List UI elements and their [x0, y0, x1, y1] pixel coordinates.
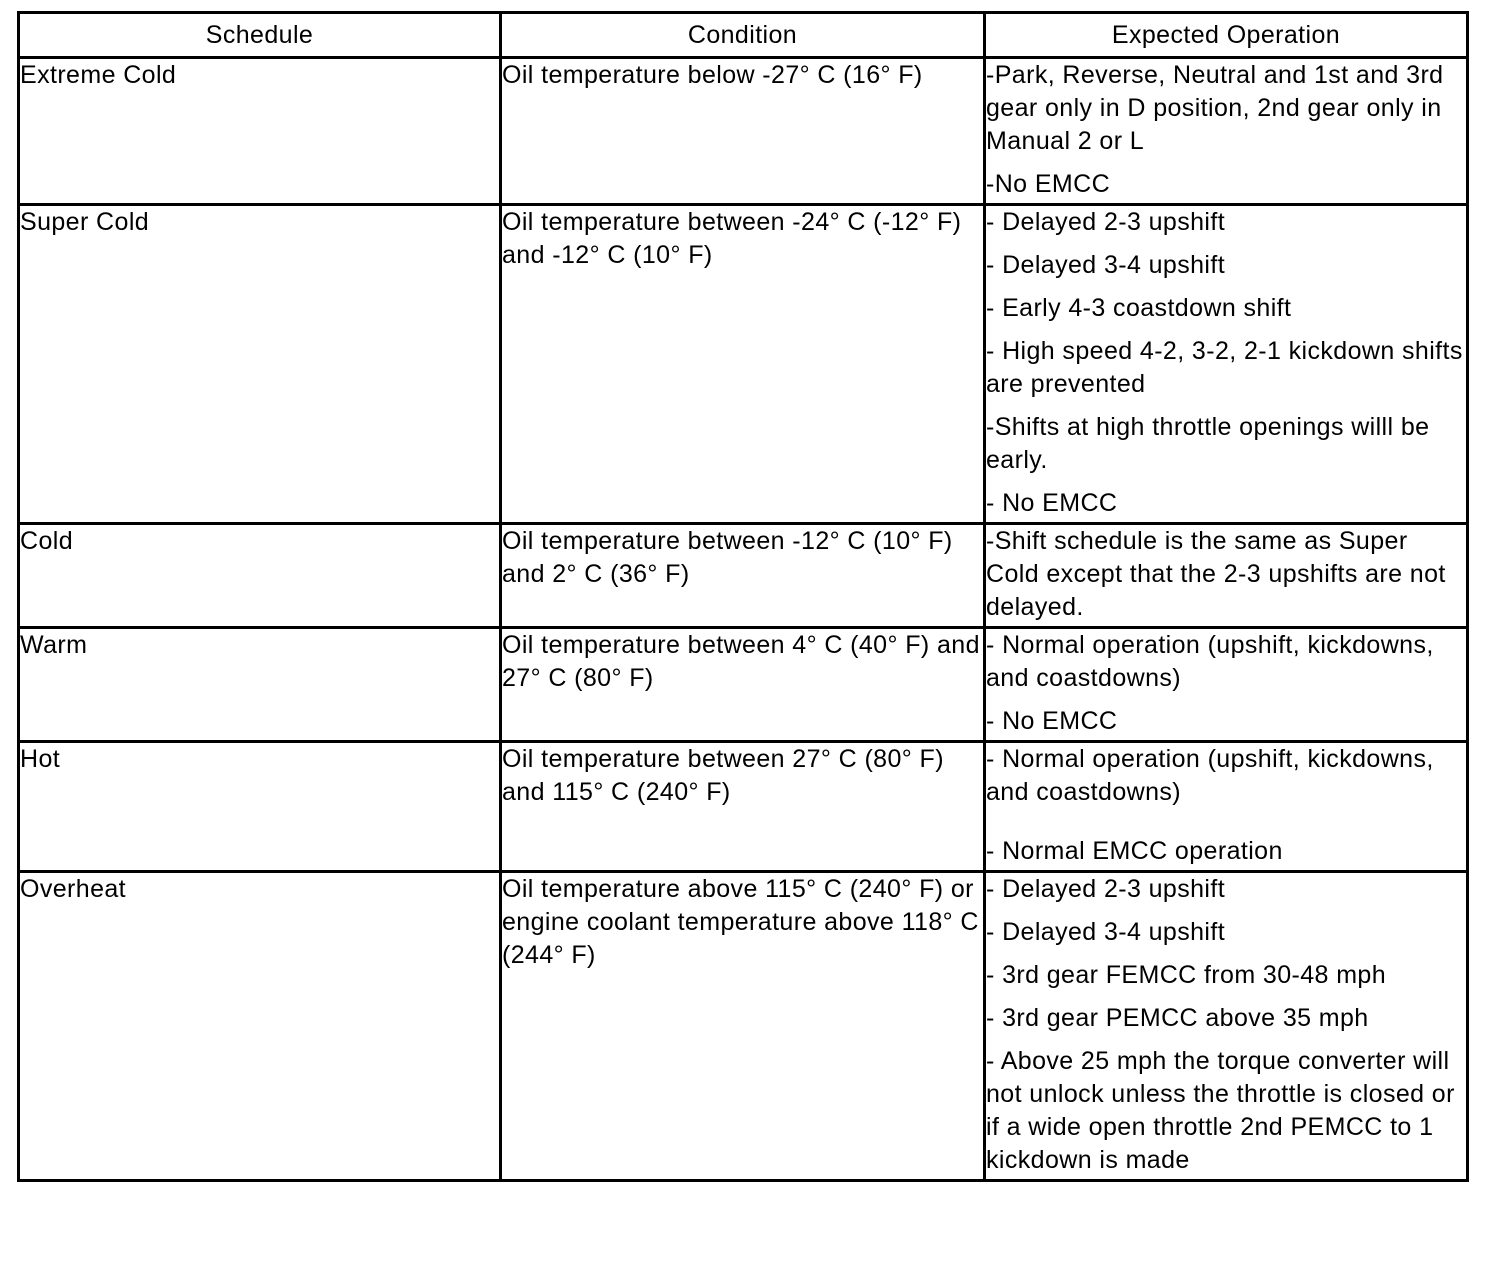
condition-cell: Oil temperature between 4° C (40° F) and 27° C (80° F) — [501, 628, 985, 742]
operation-cell — [985, 628, 1468, 742]
table-row-super-cold — [19, 205, 1468, 524]
operation-line: - High speed 4-2, 3-2, 2-1 kickdown shifts are prevented — [986, 337, 1463, 398]
header-expected-operation: Expected Operation — [985, 13, 1468, 58]
operation-line: - Normal EMCC operation — [986, 837, 1283, 865]
schedule-cell: Super Cold — [19, 205, 501, 524]
operation-line: - Above 25 mph the torque converter will not unlock unless the throttle is closed or if a wide open throttle 2nd PEMCC to 1 kickdown is made — [986, 1047, 1455, 1174]
operation-cell — [985, 872, 1468, 1181]
operation-line: -Park, Reverse, Neutral and 1st and 3rd gear only in D position, 2nd gear only in Manual 2 or L — [986, 61, 1444, 155]
schedule-cell: Warm — [19, 628, 501, 742]
condition-cell: Oil temperature below -27° C (16° F) — [501, 58, 985, 205]
operation-line: - Delayed 2-3 upshift — [986, 875, 1226, 903]
operation-line: -Shifts at high throttle openings willl be early. — [986, 413, 1430, 474]
operation-cell — [985, 205, 1468, 524]
table-header — [19, 13, 1468, 58]
operation-line: - Delayed 2-3 upshift — [986, 208, 1226, 236]
header-schedule: Schedule — [19, 13, 501, 58]
operation-line: - 3rd gear PEMCC above 35 mph — [986, 1004, 1369, 1032]
operation-line: - Delayed 3-4 upshift — [986, 918, 1226, 946]
table-row-cold — [19, 524, 1468, 628]
operation-line: - Normal operation (upshift, kickdowns, and coastdowns) — [986, 631, 1434, 692]
schedule-cell: Overheat — [19, 872, 501, 1181]
table-body — [19, 58, 1468, 1181]
condition-cell: Oil temperature between 27° C (80° F) and 115° C (240° F) — [501, 742, 985, 872]
operation-cell — [985, 742, 1468, 872]
table-row-hot — [19, 742, 1468, 872]
operation-line: - 3rd gear FEMCC from 30-48 mph — [986, 961, 1387, 989]
schedule-cell: Extreme Cold — [19, 58, 501, 205]
operation-line: - No EMCC — [986, 707, 1118, 735]
operation-line: - Normal operation (upshift, kickdowns, and coastdowns) — [986, 745, 1434, 806]
table-row-extreme-cold — [19, 58, 1468, 205]
operation-cell — [985, 58, 1468, 205]
header-condition: Condition — [501, 13, 985, 58]
schedule-cell: Hot — [19, 742, 501, 872]
header-row — [19, 13, 1468, 58]
schedule-cell: Cold — [19, 524, 501, 628]
operation-line: - No EMCC — [986, 489, 1118, 517]
condition-cell: Oil temperature between -12° C (10° F) and 2° C (36° F) — [501, 524, 985, 628]
operation-line: - Delayed 3-4 upshift — [986, 251, 1226, 279]
operation-line: - Early 4-3 coastdown shift — [986, 294, 1292, 322]
condition-cell: Oil temperature between -24° C (-12° F) and -12° C (10° F) — [501, 205, 985, 524]
table-row-overheat — [19, 872, 1468, 1181]
operation-line: -Shift schedule is the same as Super Cold except that the 2-3 upshifts are not delayed. — [986, 527, 1446, 621]
operation-cell — [985, 524, 1468, 628]
operation-line: -No EMCC — [986, 170, 1111, 198]
shift-schedule-table — [17, 11, 1469, 1182]
table-row-warm — [19, 628, 1468, 742]
condition-cell: Oil temperature above 115° C (240° F) or engine coolant temperature above 118° C (244° F) — [501, 872, 985, 1181]
